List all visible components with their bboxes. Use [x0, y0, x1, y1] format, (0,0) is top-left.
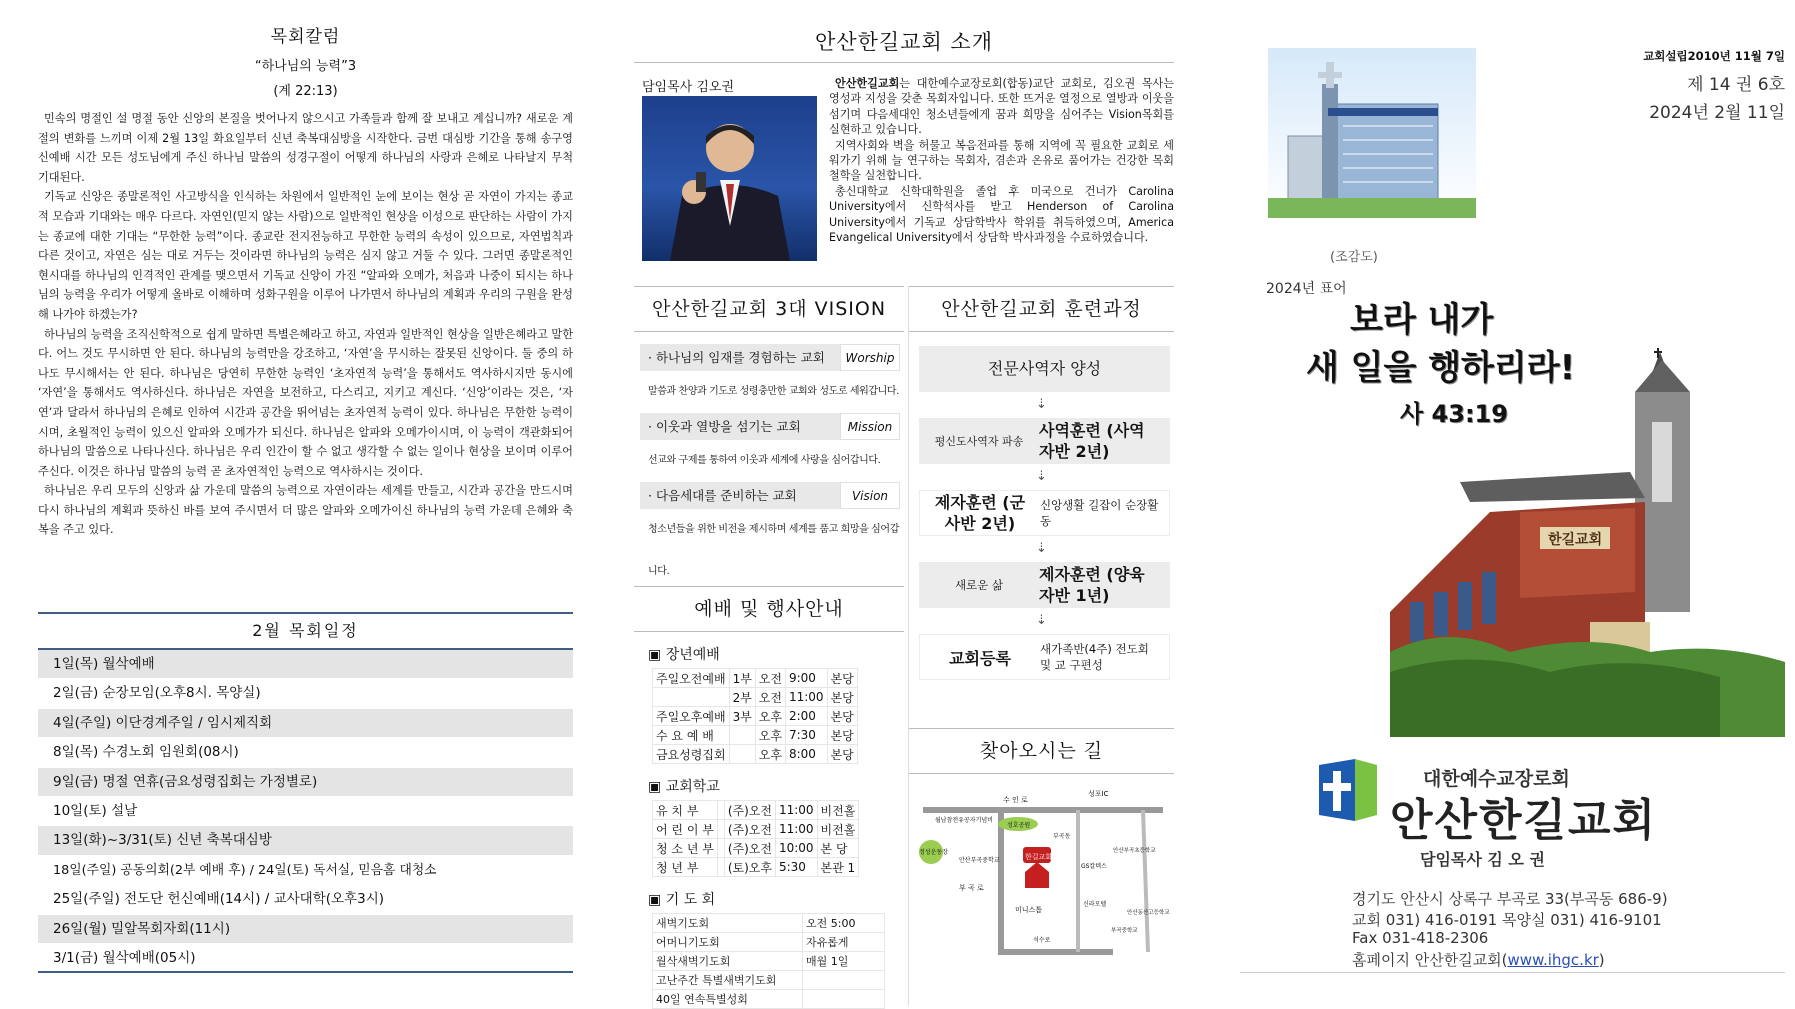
worship-section-name: 교회학교 — [665, 779, 720, 795]
map-label: 성포IC — [1088, 790, 1109, 798]
intro-title: 안산한길교회 소개 — [815, 30, 993, 54]
map-label: 안산동산고등학교 — [1127, 910, 1170, 916]
vision-label: 이웃과 열방을 섬기는 교회 — [655, 419, 801, 434]
worship-body — [634, 644, 904, 1009]
vision-en: Mission — [840, 413, 900, 440]
worship-cell: (주)오전 — [724, 839, 775, 858]
church-photo — [1390, 352, 1785, 737]
worship-row — [653, 858, 859, 877]
training-step-main: 교회등록 — [949, 648, 1011, 668]
worship-cell: 오후 — [755, 726, 785, 745]
training-step-note: 새가족반(4주) 전도회 및 교 구편성 — [1040, 642, 1149, 672]
vision-label: 다음세대를 준비하는 교회 — [655, 488, 797, 503]
vision-title: 안산한길교회 3대 VISION — [651, 298, 887, 320]
church-sign: 한길교회 — [1548, 532, 1603, 548]
worship-section — [634, 586, 904, 1006]
worship-cell: 어머니기도회 — [653, 933, 803, 952]
worship-cell: 주일오후예배 — [653, 707, 730, 726]
worship-section-title — [648, 889, 904, 909]
worship-cell — [729, 745, 755, 764]
vision-en: Worship — [840, 344, 900, 371]
arrow-down-icon: ⇣ — [1036, 397, 1047, 412]
pastor-label: 담임목사 김오권 — [642, 80, 735, 95]
arrow-down-icon: ⇣ — [1036, 613, 1047, 628]
worship-cell: 오전 — [755, 669, 785, 688]
column-reference: (계 22:13) — [273, 84, 338, 99]
worship-cell: 11:00 — [775, 820, 817, 839]
vision-desc: 선교와 구제를 통하여 이웃과 세계에 사랑을 심어갑니다. — [648, 455, 881, 466]
worship-cell: 3부 — [729, 707, 755, 726]
location-map — [913, 782, 1175, 972]
map-title: 찾아오시는 길 — [979, 740, 1104, 762]
vision-item: · 다음세대를 준비하는 교회 Vision — [640, 482, 900, 509]
divider — [634, 631, 904, 632]
worship-row — [653, 933, 885, 952]
worship-cell: 오전 — [755, 688, 785, 707]
cover-column — [1240, 22, 1785, 972]
worship-cell: 비전홀 — [817, 820, 859, 839]
worship-row — [653, 952, 885, 971]
church-info-column — [634, 22, 1174, 1006]
square-bullet-icon: ▣ — [648, 892, 666, 908]
training-step-main: 사역훈련 (사역자반 2년) — [1039, 421, 1145, 461]
training-step — [919, 490, 1170, 536]
vision-desc: 청소년들을 위한 비전을 제시하며 세계를 품고 희망을 심어갑니다. — [648, 524, 899, 577]
volume-number: 제 14 권 6호 — [1687, 75, 1785, 95]
worship-cell: 본당 — [827, 669, 857, 688]
worship-cell: 오후 — [755, 745, 785, 764]
worship-cell: 2:00 — [785, 707, 827, 726]
church-homepage — [1352, 949, 1605, 970]
homepage-link[interactable]: www.ihgc.kr — [1507, 951, 1599, 969]
divider — [1240, 972, 1785, 973]
worship-table — [652, 668, 858, 764]
worship-cell: 자유롭게 — [803, 933, 885, 952]
intro-paragraph: 지역사회와 벽을 허물고 복음전파를 통해 지역에 꼭 필요한 교회로 세워가기 위해 늘 연구하는 목회자, 겸손과 온유로 품어가는 건강한 목회철학을 실천합니다. — [829, 138, 1174, 183]
intro-text — [829, 76, 1174, 245]
divider — [909, 773, 1174, 774]
motto-year: 2024년 표어 — [1266, 281, 1347, 297]
worship-cell: 7:30 — [785, 726, 827, 745]
map-label: 신라모텔 — [1083, 901, 1107, 908]
worship-cell — [729, 726, 755, 745]
training-step-main: 제자훈련 (양육자반 1년) — [1039, 565, 1145, 605]
schedule-title: 2월 목회일정 — [38, 614, 573, 650]
worship-row — [653, 726, 858, 745]
worship-cell: 본관 1 — [817, 858, 859, 877]
homepage-label: 홈페이지 안산한길교회( — [1352, 951, 1508, 969]
worship-row — [653, 971, 885, 990]
worship-cell: 본당 — [827, 745, 857, 764]
worship-cell: 청 년 부 — [653, 858, 718, 877]
worship-cell: 매월 1일 — [803, 952, 885, 971]
worship-cell: 본당 — [827, 707, 857, 726]
worship-table — [652, 913, 885, 1009]
worship-cell — [803, 990, 885, 1009]
column-paragraph: 민속의 명절인 설 명절 동안 신앙의 본질을 벗어나지 않으시고 가족들과 함께 잘 보내고 계십니까? 새로운 계절의 변화를 느끼며 이제 2월 13일 화요일부터 신년 축복대심방을 시작한다. 금번 대심방 기간을 통해 송구영신예배 시간 모든 성도님에게 주신 하나님 말씀의 성경구절이 어떻게 하나님의 사랑과 은혜로 나타날지 무척 기대된다. — [38, 112, 573, 184]
homepage-suffix: ) — [1598, 951, 1605, 969]
pastor-name: 담임목사 김 오 권 — [1420, 850, 1545, 869]
schedule-row: 4일(주일) 이단경계주일 / 임시제직회 — [38, 709, 573, 738]
map-label: 성호공원 — [1007, 822, 1031, 829]
worship-cell: 11:00 — [785, 688, 827, 707]
pastoral-column — [38, 22, 573, 972]
map-label: 한길교회 — [1025, 853, 1053, 861]
worship-cell: 11:00 — [775, 801, 817, 820]
map-section — [908, 728, 1174, 1006]
worship-row — [653, 745, 858, 764]
worship-cell: 어 린 이 부 — [653, 820, 718, 839]
issue-date: 2024년 2월 11일 — [1649, 103, 1785, 123]
map-label: GS칼텍스 — [1081, 863, 1107, 870]
training-title: 안산한길교회 훈련과정 — [941, 298, 1142, 320]
map-label: 정성운동장 — [919, 849, 948, 856]
divider — [909, 331, 1174, 332]
schedule-table — [38, 612, 573, 973]
church-address: 경기도 안산시 상록구 부곡로 33(부곡동 686-9) — [1352, 890, 1668, 908]
training-section — [908, 286, 1174, 728]
worship-cell — [717, 801, 724, 820]
training-step — [919, 634, 1170, 680]
worship-cell: (주)오전 — [724, 801, 775, 820]
map-label: 안산부곡초등학교 — [1113, 848, 1156, 854]
map-label: 부 곡 로 — [959, 884, 984, 892]
motto-reference: 사 43:19 — [1400, 400, 1508, 428]
worship-cell: 9:00 — [785, 669, 827, 688]
worship-cell: 본 당 — [817, 839, 859, 858]
vision-section — [634, 286, 904, 586]
worship-cell: 고난주간 특별새벽기도회 — [653, 971, 803, 990]
map-label: 수 인 로 — [1003, 796, 1028, 804]
worship-cell — [803, 971, 885, 990]
denomination: 대한예수교장로회 — [1423, 768, 1570, 790]
vision-label: 하나님의 임재를 경험하는 교회 — [655, 350, 825, 365]
worship-cell: 8:00 — [785, 745, 827, 764]
worship-cell: 수 요 예 배 — [653, 726, 730, 745]
vision-en: Vision — [840, 482, 900, 509]
worship-cell: 5:30 — [775, 858, 817, 877]
worship-cell: 비전홀 — [817, 801, 859, 820]
schedule-row: 25일(주일) 전도단 헌신예배(14시) / 교사대학(오후3시) — [38, 885, 573, 914]
worship-cell: 오전 5:00 — [803, 914, 885, 933]
schedule-row: 9일(금) 명절 연휴(금요성령집회는 가정별로) — [38, 768, 573, 797]
building-sketch — [1268, 48, 1476, 218]
worship-section-title — [648, 776, 904, 796]
training-step-note: 신앙생활 길잡이 순장활동 — [1040, 498, 1159, 528]
intro-paragraph: 총신대학교 신학대학원을 졸업 후 미국으로 건너가 Carolina University에서 신학석사를 받고 Henderson of Carolina University에서 기독교 상담학박사 학위를 취득하였으며, America Evangelical University에서 상담학 박사과정을 수료하였습니다. — [829, 184, 1174, 245]
schedule-row: 13일(화)~3/31(토) 신년 축복대심방 — [38, 826, 573, 855]
training-step-note: 평신도사역자 파송 — [934, 434, 1024, 448]
column-paragraph: 하나님의 능력을 조직신학적으로 쉽게 말하면 특별은혜라고 하고, 자연과 일반적인 현상을 일반은혜라고 말한다. 어느 것도 무시하면 안 된다. 하나님의 능력만을 강조하고, ‘자연’을 무시하는 잘못된 신앙이다. 둘 중의 하나도 무시해서는 안 된다. 하나님은 당연히 무한한 능력인 ‘초자연적 능력’을 통해서도 역사하시지만 동시에 ‘자연’을 통해서도 역사하신다. 하나님은 자연을 보전하고, 다스리고, 지키고 계신다. ‘신앙’이라는 것은, ‘자연’과 달라서 하나님의 은혜로 인하여 시간과 공간을 뛰어넘는 초자연적 능력이 있다. 하나님은 무한한 능력이시며, 초월적인 능력이 있으신 알파와 오메가가 되신다. 하나님은 알파와 오메가이시며, 이 능력이 객관화되어 하나님의 말씀으로 나타나신다. 하나님은 우리 인간이 할 수 없고 생각할 수 없는 일이나 현상을 보이며 이루어 주신다. 이것은 하나님 말씀의 능력 곧 초자연적인 능력으로 역사하시는 것이다. — [38, 327, 573, 478]
worship-cell: 월삭새벽기도회 — [653, 952, 803, 971]
map-label: 부곡동 — [1053, 833, 1071, 840]
schedule-row: 3/1(금) 월삭예배(05시) — [38, 944, 573, 973]
worship-cell: 1부 — [729, 669, 755, 688]
column-paragraph: 하나님은 우리 모두의 신앙과 삶 가운데 말씀의 능력으로 자연이라는 세계를 만들고, 시간과 공간을 만드시며 다시 하나님의 계획과 뜻하신 바를 보여 주시면서 더 많은 알파와 오메가이신 하나님의 능력 가운데 은혜와 축복을 주고 있다. — [38, 484, 573, 537]
worship-cell — [717, 820, 724, 839]
worship-section-title — [648, 644, 904, 664]
arrow-down-icon: ⇣ — [1036, 541, 1047, 556]
founded-date: 교회설립2010년 11월 7일 — [1643, 49, 1785, 63]
map-label: 안산부곡중학교 — [959, 857, 1000, 864]
worship-cell: 청 소 년 부 — [653, 839, 718, 858]
map-label: 석수로 — [1033, 937, 1051, 944]
worship-section-name: 기 도 회 — [665, 892, 716, 908]
worship-cell: 금요성령집회 — [653, 745, 730, 764]
worship-cell: (주)오전 — [724, 820, 775, 839]
worship-row — [653, 820, 859, 839]
motto-line-2: 새 일을 행하리라! — [1306, 348, 1576, 388]
worship-cell: 새벽기도회 — [653, 914, 803, 933]
column-paragraph: 기독교 신앙은 종말론적인 사고방식을 인식하는 차원에서 일반적인 눈에 보이는 현상 곧 자연이 가지는 종교적 모습과 기대와는 매우 다르다. 자연인(믿지 않는 사람)으로 일반적인 현상을 이성으로 판단하는 사람이 가지는 종교에 대한 기대는 “무한한 능력”이다. 종교란 전지전능하고 무한한 능력의 속성이 있으므로, 자연법칙과 다른 것이고, 자연은 심는 대로 거두는 것이라면 하나님의 능력은 심지 않고 거둘 수 있다. 그러면 종말론적인 현시대를 하나님의 인격적인 관계를 맺으면서 기독교 신앙이 가진 “알파와 오메가, 처음과 나중이 되시는 하나님의 능력을 우리가 어떻게 올바로 이해하며 성화구원을 이루어 나가면서 하나님의 계획과 우리의 구원을 완성해 나가야 하겠는가? — [38, 190, 573, 321]
church-name: 안산한길교회 — [1390, 795, 1658, 846]
arrow-down-icon: ⇣ — [1036, 469, 1047, 484]
church-phone: 교회 031) 416-0191 목양실 031) 416-9101 — [1352, 911, 1662, 929]
intro-paragraph-text: 는 대한예수교장로회(합동)교단 교회로, 김오권 목사는 영성과 지성을 갖춘 목회자입니다. 또한 뜨거운 열정으로 열방과 이웃을 섬기며 다음세대인 청소년들에게 꿈과 희망을 심어주는 Vision목회를 실현하고 있습니다. — [829, 77, 1174, 137]
worship-cell: (토)오후 — [724, 858, 775, 877]
sketch-caption: (조감도) — [1330, 250, 1378, 265]
worship-cell: 2부 — [729, 688, 755, 707]
intro-paragraph — [829, 76, 1174, 138]
pastor-photo — [642, 96, 817, 261]
vision-item: · 이웃과 열방을 섬기는 교회 Mission — [640, 413, 900, 440]
map-label: 월남참전유공자기념비 — [935, 817, 993, 824]
worship-row — [653, 801, 859, 820]
square-bullet-icon: ▣ — [648, 647, 666, 663]
intro-section — [642, 76, 1174, 286]
worship-cell: 40일 연속특별성회 — [653, 990, 803, 1009]
vision-item: · 하나님의 임재를 경험하는 교회 Worship — [640, 344, 900, 371]
training-step: 전문사역자 양성 — [919, 346, 1170, 392]
worship-title: 예배 및 행사안내 — [694, 598, 844, 620]
church-logo-icon — [1315, 757, 1381, 823]
map-label: 부곡중학교 — [1111, 928, 1138, 934]
schedule-row: 1일(목) 월삭예배 — [38, 650, 573, 679]
church-fax: Fax 031-418-2306 — [1352, 929, 1489, 947]
worship-cell: 주일오전예배 — [653, 669, 730, 688]
training-step — [919, 562, 1170, 608]
vision-desc: 말씀과 찬양과 기도로 성령충만한 교회와 성도로 세워갑니다. — [648, 386, 899, 397]
worship-row — [653, 707, 858, 726]
training-step — [919, 418, 1170, 464]
schedule-row: 2일(금) 순장모임(오후8시. 목양실) — [38, 679, 573, 708]
worship-cell — [717, 858, 724, 877]
divider — [634, 331, 904, 332]
column-subtitle: “하나님의 능력”3 — [254, 59, 357, 74]
motto-line-1: 보라 내가 — [1350, 300, 1494, 340]
worship-cell — [717, 839, 724, 858]
schedule-row: 26일(월) 밀알목회자회(11시) — [38, 915, 573, 944]
worship-table — [652, 800, 859, 877]
square-bullet-icon: ▣ — [648, 779, 666, 795]
training-step-note: 새로운 삶 — [954, 578, 1004, 592]
schedule-row: 18일(주일) 공동의회(2부 예배 후) / 24일(토) 독서실, 믿음홈 대청소 — [38, 856, 573, 885]
worship-cell — [653, 688, 730, 707]
intro-lead: 안산한길교회 — [835, 77, 900, 90]
worship-row — [653, 990, 885, 1009]
divider — [634, 62, 1174, 63]
column-body — [38, 109, 573, 540]
worship-cell: 본당 — [827, 726, 857, 745]
worship-section-name: 장년예배 — [665, 647, 720, 663]
worship-row — [653, 688, 858, 707]
schedule-row: 8일(목) 수경노회 임원회(08시) — [38, 738, 573, 767]
worship-cell: 10:00 — [775, 839, 817, 858]
worship-cell: 오후 — [755, 707, 785, 726]
training-step-main: 제자훈련 (군사반 2년) — [934, 493, 1026, 533]
worship-cell: 유 치 부 — [653, 801, 718, 820]
column-heading: 목회칼럼 — [270, 27, 341, 47]
worship-row — [653, 669, 858, 688]
worship-cell: 본당 — [827, 688, 857, 707]
worship-row — [653, 914, 885, 933]
schedule-row: 10일(토) 설날 — [38, 797, 573, 826]
map-label: 미니스톱 — [1015, 906, 1043, 914]
worship-row — [653, 839, 859, 858]
